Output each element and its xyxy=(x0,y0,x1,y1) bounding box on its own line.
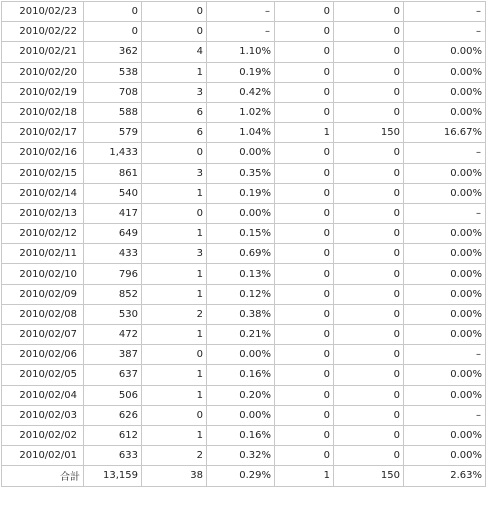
value-cell-c5: 0 xyxy=(334,405,404,425)
total-c2: 38 xyxy=(142,466,207,486)
table-row xyxy=(2,183,486,203)
value-cell-c1: 530 xyxy=(84,304,142,324)
value-cell-c2: 3 xyxy=(142,244,207,264)
date-cell: 2010/02/08 xyxy=(2,304,84,324)
date-cell: 2010/02/09 xyxy=(2,284,84,304)
value-cell-c3: – xyxy=(207,22,275,42)
value-cell-c3: 0.19% xyxy=(207,183,275,203)
value-cell-c3: 0.20% xyxy=(207,385,275,405)
value-cell-c1: 861 xyxy=(84,163,142,183)
value-cell-c5: 0 xyxy=(334,244,404,264)
table-footer xyxy=(2,466,486,486)
table-row xyxy=(2,365,486,385)
value-cell-c3: 0.35% xyxy=(207,163,275,183)
value-cell-c4: 0 xyxy=(275,62,334,82)
value-cell-c5: 150 xyxy=(334,123,404,143)
date-cell: 2010/02/19 xyxy=(2,82,84,102)
value-cell-c1: 626 xyxy=(84,405,142,425)
value-cell-c2: 1 xyxy=(142,62,207,82)
value-cell-c3: 0.00% xyxy=(207,405,275,425)
value-cell-c6: 0.00% xyxy=(404,264,486,284)
value-cell-c2: 1 xyxy=(142,365,207,385)
value-cell-c5: 0 xyxy=(334,143,404,163)
date-cell: 2010/02/06 xyxy=(2,345,84,365)
value-cell-c1: 433 xyxy=(84,244,142,264)
value-cell-c1: 506 xyxy=(84,385,142,405)
value-cell-c1: 387 xyxy=(84,345,142,365)
value-cell-c6: 0.00% xyxy=(404,183,486,203)
value-cell-c1: 0 xyxy=(84,22,142,42)
value-cell-c5: 0 xyxy=(334,62,404,82)
table-row xyxy=(2,62,486,82)
value-cell-c1: 538 xyxy=(84,62,142,82)
value-cell-c5: 0 xyxy=(334,365,404,385)
value-cell-c2: 0 xyxy=(142,2,207,22)
value-cell-c5: 0 xyxy=(334,163,404,183)
date-cell: 2010/02/11 xyxy=(2,244,84,264)
value-cell-c4: 0 xyxy=(275,446,334,466)
value-cell-c4: 0 xyxy=(275,264,334,284)
value-cell-c4: 0 xyxy=(275,42,334,62)
value-cell-c2: 1 xyxy=(142,325,207,345)
date-cell: 2010/02/16 xyxy=(2,143,84,163)
value-cell-c1: 362 xyxy=(84,42,142,62)
value-cell-c4: 0 xyxy=(275,224,334,244)
value-cell-c5: 0 xyxy=(334,425,404,445)
value-cell-c2: 1 xyxy=(142,385,207,405)
value-cell-c2: 6 xyxy=(142,102,207,122)
value-cell-c6: 0.00% xyxy=(404,304,486,324)
table-row xyxy=(2,102,486,122)
value-cell-c2: 6 xyxy=(142,123,207,143)
value-cell-c6: 0.00% xyxy=(404,365,486,385)
total-c5: 150 xyxy=(334,466,404,486)
date-cell: 2010/02/14 xyxy=(2,183,84,203)
date-cell: 2010/02/05 xyxy=(2,365,84,385)
table-row xyxy=(2,284,486,304)
value-cell-c6: 0.00% xyxy=(404,425,486,445)
table-row xyxy=(2,82,486,102)
value-cell-c3: 0.32% xyxy=(207,446,275,466)
value-cell-c2: 4 xyxy=(142,42,207,62)
value-cell-c1: 649 xyxy=(84,224,142,244)
value-cell-c3: 0.21% xyxy=(207,325,275,345)
date-cell: 2010/02/20 xyxy=(2,62,84,82)
value-cell-c2: 0 xyxy=(142,143,207,163)
value-cell-c2: 2 xyxy=(142,446,207,466)
value-cell-c1: 633 xyxy=(84,446,142,466)
value-cell-c2: 0 xyxy=(142,405,207,425)
value-cell-c6: 0.00% xyxy=(404,62,486,82)
value-cell-c2: 0 xyxy=(142,345,207,365)
value-cell-c4: 0 xyxy=(275,425,334,445)
table-body xyxy=(2,2,486,466)
value-cell-c5: 0 xyxy=(334,203,404,223)
value-cell-c4: 0 xyxy=(275,325,334,345)
value-cell-c2: 1 xyxy=(142,425,207,445)
value-cell-c6: 16.67% xyxy=(404,123,486,143)
value-cell-c6: – xyxy=(404,143,486,163)
value-cell-c4: 0 xyxy=(275,163,334,183)
value-cell-c1: 0 xyxy=(84,2,142,22)
date-cell: 2010/02/22 xyxy=(2,22,84,42)
table-row xyxy=(2,304,486,324)
value-cell-c4: 0 xyxy=(275,102,334,122)
value-cell-c6: 0.00% xyxy=(404,82,486,102)
value-cell-c3: 0.16% xyxy=(207,425,275,445)
table-row xyxy=(2,163,486,183)
value-cell-c3: 0.00% xyxy=(207,203,275,223)
date-cell: 2010/02/15 xyxy=(2,163,84,183)
value-cell-c5: 0 xyxy=(334,42,404,62)
table-row xyxy=(2,123,486,143)
date-cell: 2010/02/12 xyxy=(2,224,84,244)
date-cell: 2010/02/02 xyxy=(2,425,84,445)
table-row xyxy=(2,224,486,244)
date-cell: 2010/02/18 xyxy=(2,102,84,122)
value-cell-c3: 0.12% xyxy=(207,284,275,304)
date-cell: 2010/02/21 xyxy=(2,42,84,62)
value-cell-c3: 0.16% xyxy=(207,365,275,385)
value-cell-c3: 0.00% xyxy=(207,143,275,163)
value-cell-c2: 1 xyxy=(142,264,207,284)
value-cell-c3: 1.02% xyxy=(207,102,275,122)
value-cell-c3: – xyxy=(207,2,275,22)
value-cell-c4: 0 xyxy=(275,385,334,405)
value-cell-c4: 0 xyxy=(275,405,334,425)
value-cell-c1: 579 xyxy=(84,123,142,143)
date-cell: 2010/02/03 xyxy=(2,405,84,425)
value-cell-c5: 0 xyxy=(334,446,404,466)
date-cell: 2010/02/17 xyxy=(2,123,84,143)
value-cell-c6: 0.00% xyxy=(404,102,486,122)
value-cell-c2: 3 xyxy=(142,163,207,183)
date-cell: 2010/02/01 xyxy=(2,446,84,466)
value-cell-c4: 0 xyxy=(275,143,334,163)
value-cell-c6: – xyxy=(404,2,486,22)
value-cell-c6: 0.00% xyxy=(404,163,486,183)
table-row xyxy=(2,22,486,42)
value-cell-c2: 1 xyxy=(142,224,207,244)
table-row xyxy=(2,405,486,425)
value-cell-c2: 3 xyxy=(142,82,207,102)
value-cell-c2: 1 xyxy=(142,183,207,203)
value-cell-c4: 0 xyxy=(275,203,334,223)
value-cell-c1: 612 xyxy=(84,425,142,445)
value-cell-c6: 0.00% xyxy=(404,244,486,264)
value-cell-c4: 0 xyxy=(275,345,334,365)
value-cell-c3: 0.00% xyxy=(207,345,275,365)
date-cell: 2010/02/04 xyxy=(2,385,84,405)
value-cell-c6: 0.00% xyxy=(404,446,486,466)
value-cell-c5: 0 xyxy=(334,102,404,122)
value-cell-c2: 2 xyxy=(142,304,207,324)
value-cell-c1: 796 xyxy=(84,264,142,284)
value-cell-c6: – xyxy=(404,22,486,42)
value-cell-c5: 0 xyxy=(334,385,404,405)
table-row xyxy=(2,244,486,264)
value-cell-c4: 0 xyxy=(275,22,334,42)
value-cell-c5: 0 xyxy=(334,183,404,203)
date-cell: 2010/02/13 xyxy=(2,203,84,223)
value-cell-c6: 0.00% xyxy=(404,284,486,304)
date-cell: 2010/02/07 xyxy=(2,325,84,345)
value-cell-c6: – xyxy=(404,203,486,223)
value-cell-c4: 0 xyxy=(275,304,334,324)
value-cell-c1: 637 xyxy=(84,365,142,385)
value-cell-c4: 0 xyxy=(275,365,334,385)
value-cell-c4: 0 xyxy=(275,183,334,203)
value-cell-c3: 0.19% xyxy=(207,62,275,82)
date-cell: 2010/02/23 xyxy=(2,2,84,22)
date-cell: 2010/02/10 xyxy=(2,264,84,284)
value-cell-c1: 588 xyxy=(84,102,142,122)
value-cell-c2: 0 xyxy=(142,22,207,42)
value-cell-c3: 1.04% xyxy=(207,123,275,143)
value-cell-c4: 0 xyxy=(275,244,334,264)
value-cell-c5: 0 xyxy=(334,224,404,244)
table-row xyxy=(2,143,486,163)
value-cell-c5: 0 xyxy=(334,345,404,365)
table-row xyxy=(2,385,486,405)
table-row xyxy=(2,2,486,22)
value-cell-c1: 1,433 xyxy=(84,143,142,163)
value-cell-c1: 852 xyxy=(84,284,142,304)
table-row xyxy=(2,325,486,345)
value-cell-c4: 0 xyxy=(275,284,334,304)
value-cell-c6: 0.00% xyxy=(404,385,486,405)
value-cell-c3: 0.38% xyxy=(207,304,275,324)
total-c4: 1 xyxy=(275,466,334,486)
value-cell-c1: 540 xyxy=(84,183,142,203)
value-cell-c2: 0 xyxy=(142,203,207,223)
value-cell-c4: 0 xyxy=(275,2,334,22)
table-row xyxy=(2,345,486,365)
value-cell-c1: 417 xyxy=(84,203,142,223)
value-cell-c3: 0.42% xyxy=(207,82,275,102)
value-cell-c3: 1.10% xyxy=(207,42,275,62)
total-c1: 13,159 xyxy=(84,466,142,486)
value-cell-c5: 0 xyxy=(334,284,404,304)
value-cell-c1: 708 xyxy=(84,82,142,102)
table-row xyxy=(2,203,486,223)
value-cell-c6: – xyxy=(404,345,486,365)
table-row xyxy=(2,446,486,466)
total-row xyxy=(2,466,486,486)
value-cell-c2: 1 xyxy=(142,284,207,304)
value-cell-c5: 0 xyxy=(334,264,404,284)
value-cell-c5: 0 xyxy=(334,2,404,22)
total-c6: 2.63% xyxy=(404,466,486,486)
value-cell-c5: 0 xyxy=(334,304,404,324)
value-cell-c1: 472 xyxy=(84,325,142,345)
value-cell-c5: 0 xyxy=(334,82,404,102)
total-label: 合計 xyxy=(2,466,84,486)
table-row xyxy=(2,425,486,445)
value-cell-c3: 0.15% xyxy=(207,224,275,244)
value-cell-c3: 0.13% xyxy=(207,264,275,284)
value-cell-c4: 1 xyxy=(275,123,334,143)
value-cell-c6: 0.00% xyxy=(404,224,486,244)
value-cell-c4: 0 xyxy=(275,82,334,102)
total-c3: 0.29% xyxy=(207,466,275,486)
value-cell-c3: 0.69% xyxy=(207,244,275,264)
table-row xyxy=(2,264,486,284)
value-cell-c6: – xyxy=(404,405,486,425)
table-row xyxy=(2,42,486,62)
value-cell-c6: 0.00% xyxy=(404,42,486,62)
daily-stats-table xyxy=(1,1,486,487)
value-cell-c5: 0 xyxy=(334,325,404,345)
value-cell-c5: 0 xyxy=(334,22,404,42)
value-cell-c6: 0.00% xyxy=(404,325,486,345)
